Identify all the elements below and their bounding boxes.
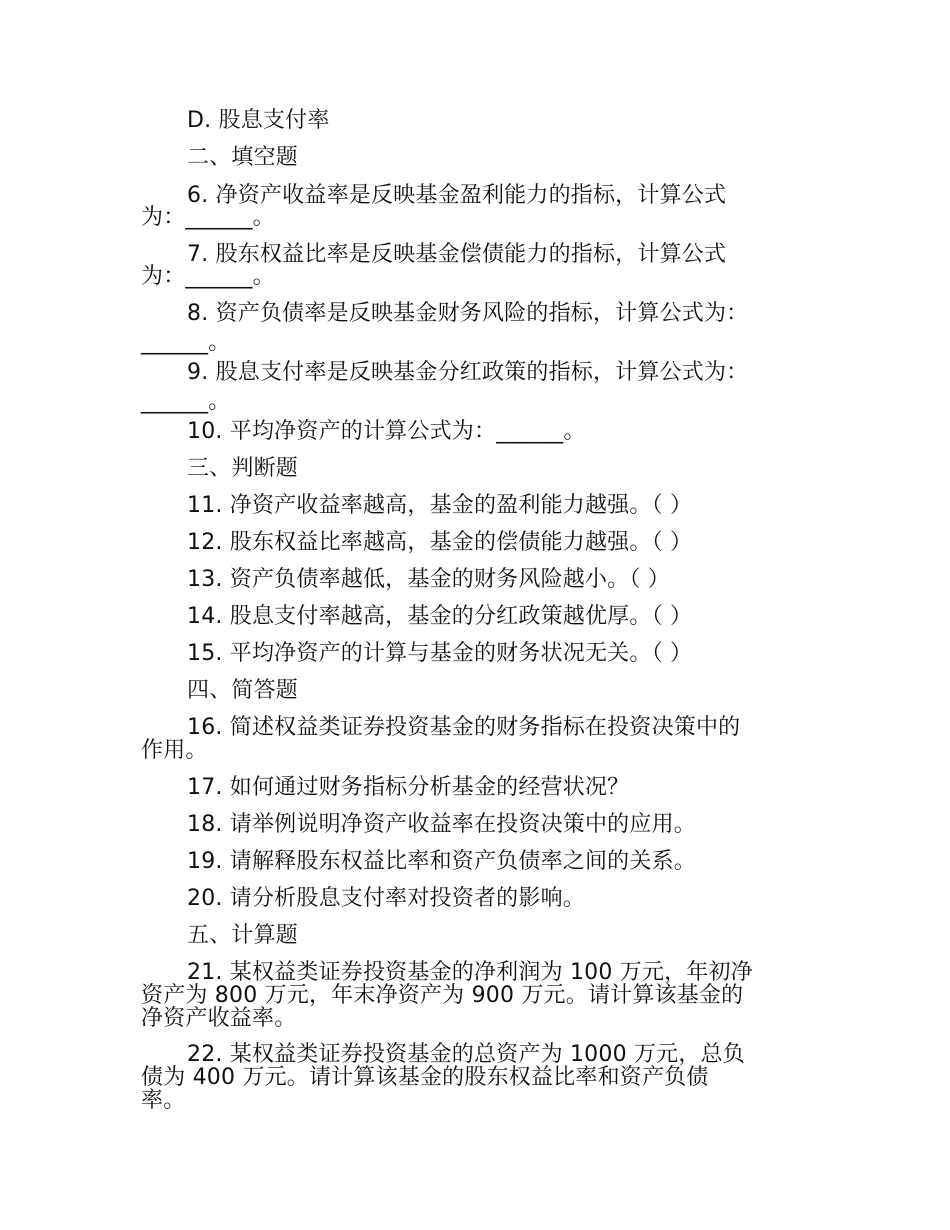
question-9-line-2: ______。: [141, 389, 231, 414]
question-9-line-1: 9. 股息支付率是反映基金分红政策的指标，计算公式为：: [187, 360, 749, 385]
question-22-line-2: 债为 400 万元。请计算该基金的股东权益比率和资产负债: [141, 1065, 709, 1090]
option-d: D. 股息支付率: [187, 108, 330, 133]
section-heading-short-answer: 四、简答题: [187, 678, 299, 703]
question-8-line-1: 8. 资产负债率是反映基金财务风险的指标，计算公式为：: [187, 301, 749, 326]
question-11: 11. 净资产收益率越高，基金的盈利能力越强。（ ）: [187, 493, 693, 518]
question-7-line-2: 为：______。: [141, 264, 275, 289]
question-7-line-1: 7. 股东权益比率是反映基金偿债能力的指标，计算公式: [187, 242, 727, 267]
question-22-line-1: 22. 某权益类证券投资基金的总资产为 1000 万元，总负: [187, 1042, 745, 1067]
question-21-line-3: 净资产收益率。: [141, 1006, 297, 1031]
question-21-line-2: 资产为 800 万元，年末净资产为 900 万元。请计算该基金的: [141, 983, 744, 1008]
question-19: 19. 请解释股东权益比率和资产负债率之间的关系。: [187, 849, 696, 874]
section-heading-true-false: 三、判断题: [187, 456, 299, 481]
question-22-line-3: 率。: [141, 1088, 186, 1113]
question-6-line-2: 为：______。: [141, 205, 275, 230]
section-heading-calculation: 五、计算题: [187, 923, 299, 948]
question-21-line-1: 21. 某权益类证券投资基金的净利润为 100 万元，年初净: [187, 960, 753, 985]
section-heading-fill-in: 二、填空题: [187, 145, 299, 170]
question-12: 12. 股东权益比率越高，基金的偿债能力越强。（ ）: [187, 530, 693, 555]
question-6-line-1: 6. 净资产收益率是反映基金盈利能力的指标，计算公式: [187, 183, 727, 208]
question-15: 15. 平均净资产的计算与基金的财务状况无关。（ ）: [187, 641, 693, 666]
question-10: 10. 平均净资产的计算公式为：______。: [187, 419, 586, 444]
question-13: 13. 资产负债率越低，基金的财务风险越小。（ ）: [187, 567, 670, 592]
question-18: 18. 请举例说明净资产收益率在投资决策中的应用。: [187, 812, 696, 837]
question-14: 14. 股息支付率越高，基金的分红政策越优厚。（ ）: [187, 604, 693, 629]
question-17: 17. 如何通过财务指标分析基金的经营状况？: [187, 775, 630, 800]
question-16-line-1: 16. 简述权益类证券投资基金的财务指标在投资决策中的: [187, 715, 741, 740]
question-20: 20. 请分析股息支付率对投资者的影响。: [187, 886, 585, 911]
question-8-line-2: ______。: [141, 330, 231, 355]
question-16-line-2: 作用。: [141, 738, 208, 763]
